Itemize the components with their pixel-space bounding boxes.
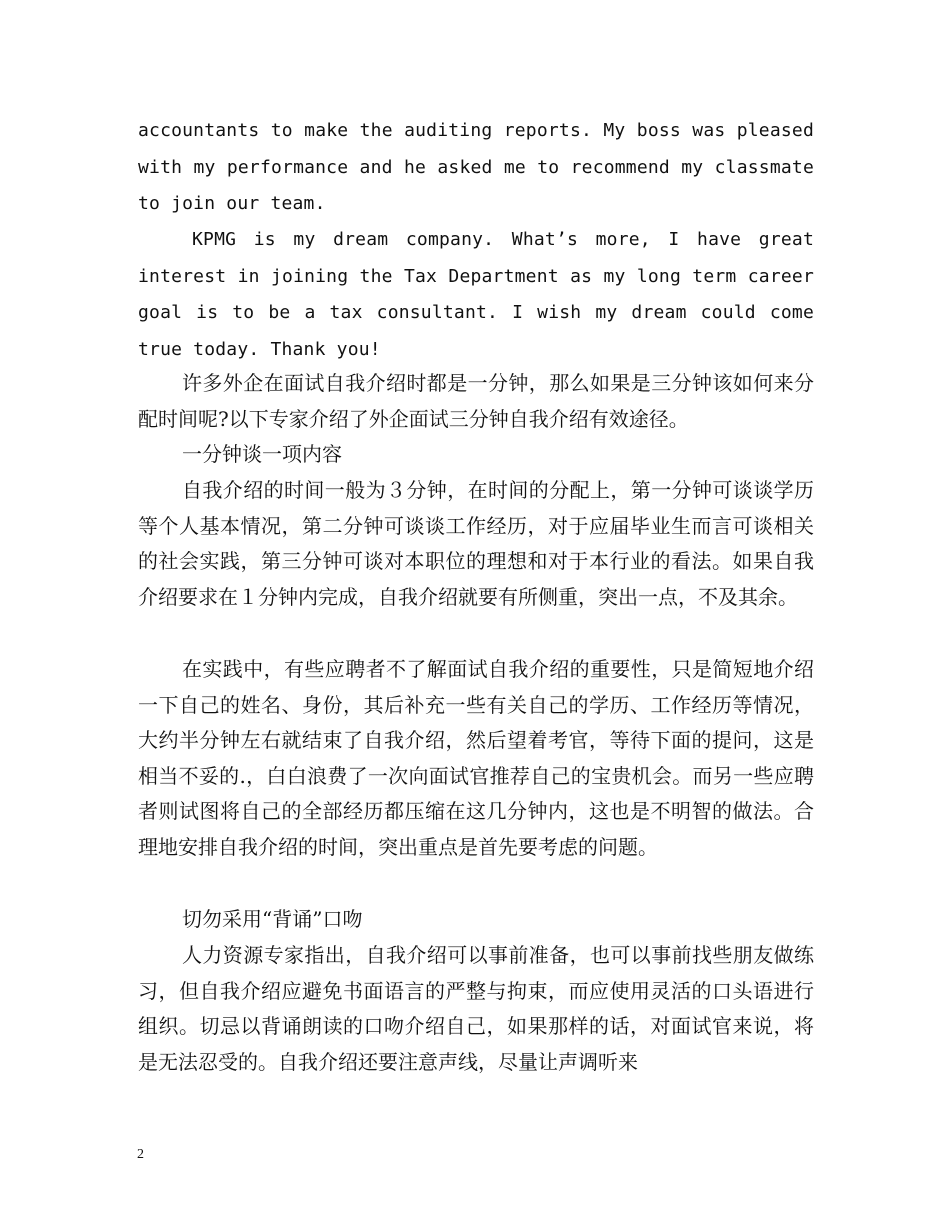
body-paragraph-3: 人力资源专家指出，自我介绍可以事前准备，也可以事前找些朋友做练习，但自我介绍应避免书面语言的严整与拘束，而应使用灵活的口头语进行组织。切忌以背诵朗读的口吻介绍自己，如果那样的话，对面试官来说，将是无法忍受的。自我介绍还要注意声线，尽量让声调听来 [138, 943, 814, 1074]
english-paragraph-2: KPMG is my dream company. What’s more, I have great interest in joining the Tax Department as my long term career goal is to be a tax consultant. I wish my dream could come true today. Thank you! [138, 229, 814, 360]
section-heading-2: 切勿采用“背诵”口吻 [182, 907, 363, 931]
page-number: 2 [137, 1147, 144, 1162]
intro-paragraph: 许多外企在面试自我介绍时都是一分钟，那么如果是三分钟该如何来分配时间呢?以下专家介绍了外企面试三分钟自我介绍有效途径。 [138, 371, 814, 431]
section-heading-1: 一分钟谈一项内容 [182, 442, 342, 466]
body-paragraph-1: 自我介绍的时间一般为３分钟，在时间的分配上，第一分钟可谈谈学历等个人基本情况，第二分钟可谈谈工作经历，对于应届毕业生而言可谈相关的社会实践，第三分钟可谈对本职位的理想和对于本行业的看法。如果自我介绍要求在１分钟内完成，自我介绍就要有所侧重，突出一点，不及其余。 [138, 478, 814, 609]
english-paragraph-1: accountants to make the auditing reports. My boss was pleased with my performance and he asked me to recommend my classmate to join our team. [138, 120, 814, 214]
body-paragraph-2: 在实践中，有些应聘者不了解面试自我介绍的重要性，只是简短地介绍一下自己的姓名、身份，其后补充一些有关自己的学历、工作经历等情况，大约半分钟左右就结束了自我介绍，然后望着考官，等待下面的提问，这是相当不妥的.，白白浪费了一次向面试官推荐自己的宝贵机会。而另一些应聘者则试图将自己的全部经历都压缩在这几分钟内，这也是不明智的做法。合理地安排自我介绍的时间，突出重点是首先要考虑的问题。 [138, 657, 814, 859]
